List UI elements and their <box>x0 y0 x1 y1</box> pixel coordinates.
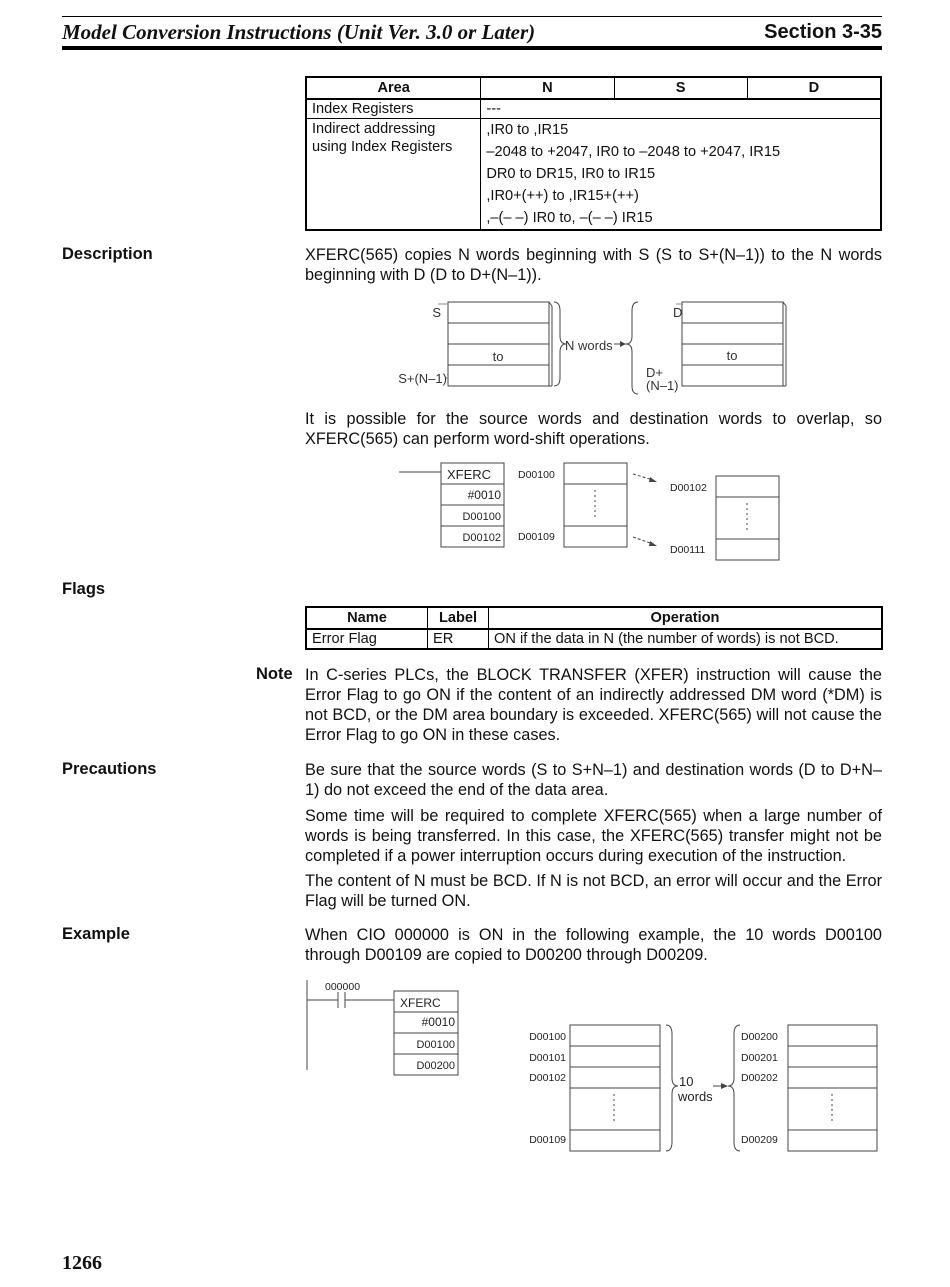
page-number: 1266 <box>62 1252 102 1274</box>
area-cell: Indirect addressing using Index Registers <box>306 119 481 231</box>
to-label: to <box>726 348 738 363</box>
header-bottom-rule <box>62 46 882 50</box>
dest-word-label: D00200 <box>741 1031 778 1043</box>
source-start-label: D00100 <box>518 469 555 481</box>
d-end-label-2: (N–1) <box>646 378 679 393</box>
overlap-text: It is possible for the source words and destination words to overlap, so XFERC(565) can perform word-shift operations. <box>305 410 882 448</box>
dest-word-label: D00209 <box>741 1134 778 1146</box>
s-header: S <box>614 77 747 99</box>
contact-label: 000000 <box>325 981 361 993</box>
flags-heading: Flags <box>62 580 106 598</box>
operand-n: #0010 <box>467 488 501 502</box>
n-words-diagram <box>390 296 800 396</box>
example-text: When CIO 000000 is ON in the following example, the 10 words D00100 through D00109 are copied to D00200 through D00209. <box>305 926 882 964</box>
table-row <box>306 629 882 649</box>
description-text: XFERC(565) copies N words beginning with S (S to S+(N–1)) to the N words beginning with D (D to D+(N–1)). <box>305 246 882 284</box>
header-top-rule <box>62 16 882 17</box>
d-end-label-1: D+ <box>646 365 663 380</box>
dest-word-label: D00202 <box>741 1072 778 1084</box>
source-end-label: D00109 <box>518 531 555 543</box>
section-label: Section 3-35 <box>764 21 882 43</box>
note-label: Note <box>256 665 293 683</box>
words-label: words <box>678 1089 713 1104</box>
operation-header: Operation <box>489 607 883 629</box>
operand-s: D00100 <box>462 511 501 523</box>
source-word-label: D00109 <box>529 1134 566 1146</box>
dest-word-label: D00201 <box>741 1052 778 1064</box>
s-end-label: S+(N–1) <box>398 371 447 386</box>
precaution-3: The content of N must be BCD. If N is not BCD, an error will occur and the Error Flag will be turned ON. <box>305 872 882 910</box>
value-cell: ,IR0 to ,IR15 –2048 to +2047, IR0 to –2048 to +2047, IR15 DR0 to DR15, IR0 to IR15 ,IR0+(++) to ,IR15+(++) ,–(– –) IR0 to, –(– –) IR15 <box>481 119 881 231</box>
table-row <box>306 119 881 231</box>
name-header: Name <box>306 607 428 629</box>
dest-start-label: D00102 <box>670 482 707 494</box>
source-word-label: D00101 <box>529 1052 566 1064</box>
precaution-1: Be sure that the source words (S to S+N–1) and destination words (D to D+N–1) do not exceed the end of the data area. <box>305 761 882 799</box>
operand-n: #0010 <box>421 1015 455 1029</box>
area-table-header-row <box>306 77 881 99</box>
dest-end-label: D00111 <box>670 544 706 556</box>
precaution-2: Some time will be required to complete XFERC(565) when a large number of words is being transferred. In this case, the XFERC(565) transfer might not be completed if a power interruption occurs during execution of the instruction. <box>305 807 882 865</box>
brace-icon <box>626 302 638 394</box>
ladder-diagram <box>300 978 465 1078</box>
d-label: D <box>673 305 683 320</box>
count-label: 10 <box>679 1074 694 1089</box>
page-header-title: Model Conversion Instructions (Unit Ver. 3.0 or Later) <box>62 20 536 44</box>
arrow-icon <box>649 541 657 546</box>
operand-d: D00102 <box>462 532 501 544</box>
n-header: N <box>481 77 614 99</box>
example-transfer-diagram <box>520 1020 882 1160</box>
to-label: to <box>492 349 504 364</box>
table-row <box>306 99 881 119</box>
area-cell: Index Registers <box>306 99 481 119</box>
flags-header-row <box>306 607 882 629</box>
label-header: Label <box>428 607 489 629</box>
d-header: D <box>747 77 881 99</box>
example-heading: Example <box>62 925 130 943</box>
brace-icon <box>728 1025 740 1151</box>
overlap-diagram <box>395 460 790 565</box>
note-text: In C-series PLCs, the BLOCK TRANSFER (XFER) instruction will cause the Error Flag to go ON if the content of an indirectly addressed DM word (*DM) is not BCD, or the DM area boundary is exceeded. XFERC(565) will not cause the Error Flag to go ON in these cases. <box>305 666 882 744</box>
operand-d: D00200 <box>416 1060 455 1072</box>
instr-label: XFERC <box>400 996 441 1010</box>
flags-table <box>305 606 883 650</box>
n-words-label: N words <box>565 338 613 353</box>
operand-s: D00100 <box>416 1039 455 1051</box>
arrow-icon <box>649 477 657 482</box>
flag-name: Error Flag <box>306 629 428 649</box>
brace-icon <box>666 1025 678 1151</box>
value-cell: --- <box>481 99 881 119</box>
source-word-label: D00102 <box>529 1072 566 1084</box>
area-table <box>305 76 882 231</box>
area-header: Area <box>306 77 481 99</box>
description-heading: Description <box>62 245 153 263</box>
flag-operation: ON if the data in N (the number of words) is not BCD. <box>489 629 883 649</box>
instr-label: XFERC <box>447 467 492 482</box>
precautions-heading: Precautions <box>62 760 157 778</box>
s-label: S <box>432 305 441 320</box>
source-word-label: D00100 <box>529 1031 566 1043</box>
flag-label: ER <box>428 629 489 649</box>
